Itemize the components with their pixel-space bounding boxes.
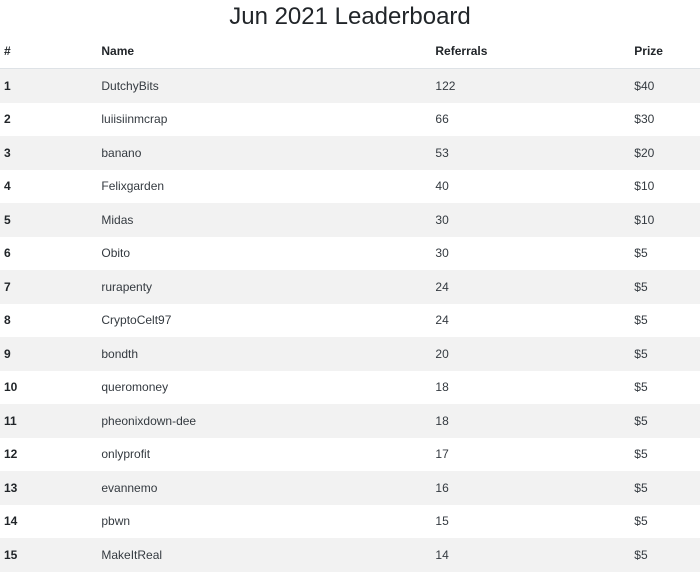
name-cell: rurapenty (101, 279, 153, 294)
header-row (0, 34, 700, 69)
prize-cell: $5 (634, 413, 648, 428)
rank-cell: 2 (4, 112, 11, 127)
prize-cell: $5 (634, 346, 648, 361)
table-row (0, 237, 700, 271)
name-cell: pheonixdown-dee (101, 413, 197, 428)
name-cell: banano (101, 145, 142, 160)
prize-cell: $40 (634, 78, 655, 93)
referrals-cell: 53 (435, 145, 449, 160)
table-row (0, 471, 700, 505)
prize-cell: $5 (634, 380, 648, 395)
referrals-cell: 15 (435, 514, 449, 529)
name-cell: CryptoCelt97 (101, 313, 172, 328)
table-row (0, 538, 700, 572)
prize-cell: $10 (634, 212, 655, 227)
rank-cell: 8 (4, 313, 11, 328)
table-row (0, 371, 700, 405)
referrals-cell: 18 (435, 413, 449, 428)
table-header (0, 34, 700, 69)
table-row (0, 136, 700, 170)
prize-cell: $5 (634, 480, 648, 495)
name-cell: pbwn (101, 514, 131, 529)
rank-cell: 10 (4, 380, 18, 395)
prize-cell: $5 (634, 279, 648, 294)
name-cell: Obito (101, 246, 131, 261)
referrals-cell: 14 (435, 547, 449, 562)
table-row (0, 170, 700, 204)
prize-cell: $10 (634, 179, 655, 194)
prize-cell: $5 (634, 246, 648, 261)
table-row (0, 304, 700, 338)
table-row (0, 505, 700, 539)
prize-cell: $30 (634, 112, 655, 127)
referrals-cell: 30 (435, 246, 449, 261)
referrals-cell: 20 (435, 346, 449, 361)
referrals-cell: 30 (435, 212, 449, 227)
referrals-cell: 66 (435, 112, 449, 127)
rank-cell: 11 (4, 413, 17, 428)
name-cell: DutchyBits (101, 78, 159, 93)
page-title: Jun 2021 Leaderboard (229, 3, 471, 30)
name-cell: bondth (101, 346, 139, 361)
column-header-prize: Prize (634, 34, 700, 69)
rank-cell: 1 (4, 78, 11, 93)
prize-cell: $20 (634, 145, 655, 160)
name-cell: evannemo (101, 480, 158, 495)
referrals-cell: 24 (435, 279, 449, 294)
table-row (0, 270, 700, 304)
table-body (0, 69, 700, 572)
rank-cell: 4 (4, 179, 11, 194)
name-cell: MakeItReal (101, 547, 163, 562)
rank-cell: 3 (4, 145, 11, 160)
rank-cell: 5 (4, 212, 11, 227)
rank-cell: 14 (4, 514, 18, 529)
rank-cell: 7 (4, 279, 11, 294)
prize-cell: $5 (634, 514, 648, 529)
table-row (0, 103, 700, 137)
rank-cell: 13 (4, 480, 18, 495)
referrals-cell: 16 (435, 480, 449, 495)
rank-cell: 9 (4, 346, 11, 361)
referrals-cell: 122 (435, 78, 456, 93)
referrals-cell: 24 (435, 313, 449, 328)
table-row (0, 438, 700, 472)
name-cell: queromoney (101, 380, 169, 395)
rank-cell: 6 (4, 246, 11, 261)
name-cell: Felixgarden (101, 179, 165, 194)
table-row (0, 404, 700, 438)
prize-cell: $5 (634, 447, 648, 462)
name-cell: onlyprofit (101, 447, 151, 462)
table-row (0, 337, 700, 371)
prize-cell: $5 (634, 313, 648, 328)
leaderboard-table (0, 34, 700, 572)
column-header-rank: # (0, 34, 101, 69)
column-header-referrals: Referrals (435, 34, 634, 69)
table-row (0, 69, 700, 103)
name-cell: luiisiinmcrap (101, 112, 168, 127)
prize-cell: $5 (634, 547, 648, 562)
rank-cell: 15 (4, 547, 18, 562)
referrals-cell: 18 (435, 380, 449, 395)
table-row (0, 203, 700, 237)
referrals-cell: 17 (435, 447, 449, 462)
column-header-name: Name (101, 34, 435, 69)
referrals-cell: 40 (435, 179, 449, 194)
rank-cell: 12 (4, 447, 18, 462)
name-cell: Midas (101, 212, 134, 227)
